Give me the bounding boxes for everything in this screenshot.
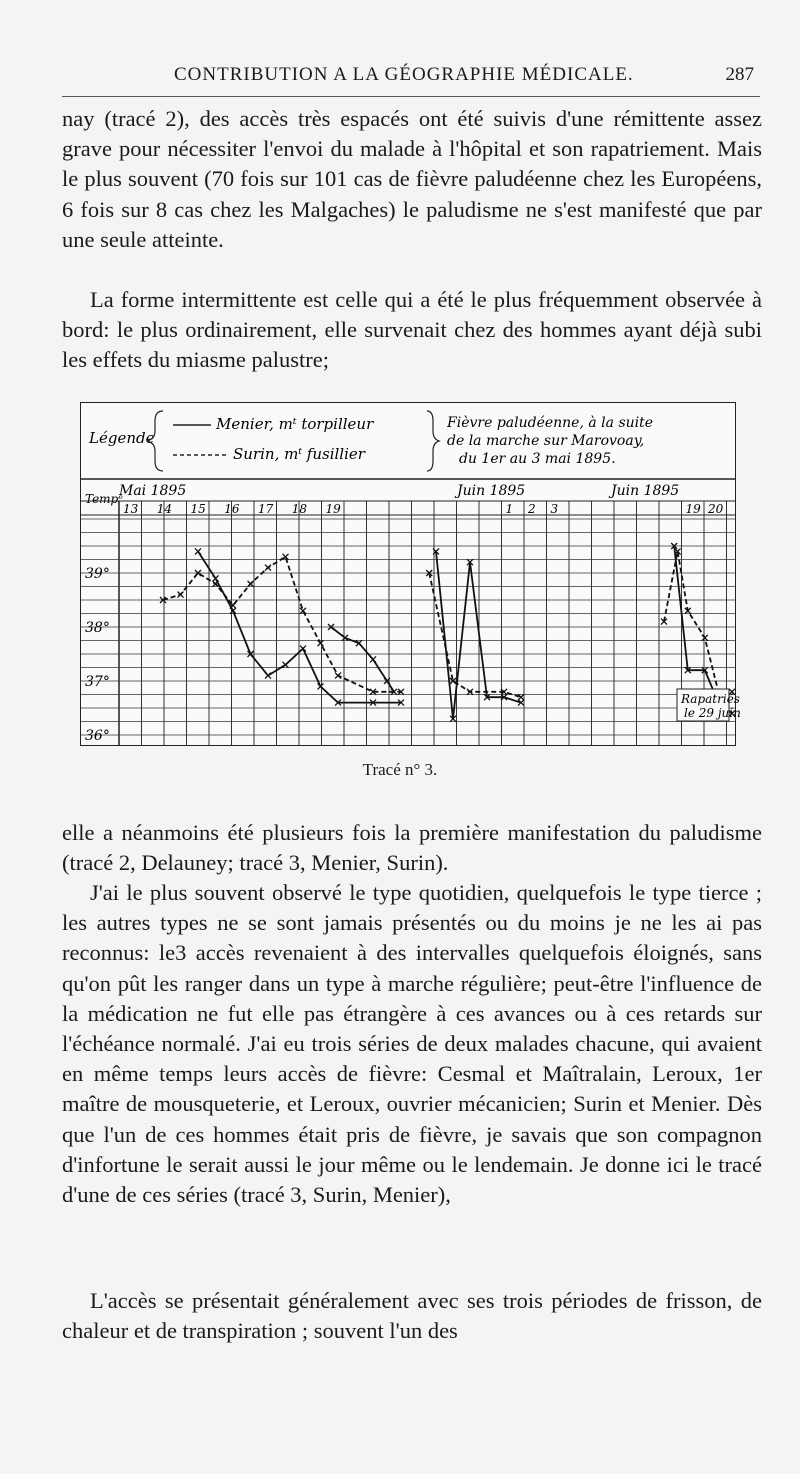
- data-point-menier: [265, 673, 271, 679]
- paragraph-4: J'ai le plus souvent observé le type quotidien, quelquefois le type tierce ; les autres types ne se sont jamais présentés ou du moins je ne les ai pas reconnus: le3 accès revenaient à des intervalles quelquefois éloignés, sans qu'on pût les ranger dans un type à marche régulière; peut-être l'influence de la médication ne fut elle pas étrangère à ces avances ou à ces retards sur l'échéance normalé. J'ai eu trois séries de deux malades chacune, qui avaient en même temps leurs accès de fièvre: Cesmal et Maîtralain, Leroux, 1er maître de mousqueterie, et Leroux, ouvrier mécanicien; Surin et Menier. Dès que l'un de ces hommes était pris de fièvre, je savais que son compagnon d'infortune le serait aussi le jour même ou le lendemain. Je donne ici le tracé d'une de ces séries (tracé 3, Surin, Menier),: [62, 880, 762, 1208]
- paragraph-5: L'accès se présentait généralement avec ses trois périodes de frisson, de chaleur et de transpiration ; souvent l'un des: [62, 1288, 762, 1344]
- legend-desc-3: du 1er au 3 mai 1895.: [459, 451, 616, 467]
- x-day-label: 15: [190, 502, 206, 516]
- data-point-menier: [283, 662, 289, 668]
- fever-chart-figure: [80, 402, 741, 746]
- y-tick-label: 39°: [85, 566, 110, 582]
- x-day-label: 2: [528, 502, 536, 516]
- data-point-menier: [213, 575, 219, 581]
- running-title: CONTRIBUTION A LA GÉOGRAPHIE MÉDICALE.: [174, 64, 634, 85]
- y-tick-label: 38°: [85, 620, 110, 636]
- x-day-label: 16: [224, 502, 240, 516]
- page-number: 287: [725, 64, 754, 85]
- repatriation-note-2: le 29 juin: [684, 706, 741, 720]
- paragraph-2: La forme intermittente est celle qui a été le plus fréquemment observée à bord: le plus ordinairement, elle survenait chez des hommes ayant déjà subi les effets du miasme palustre;: [62, 287, 762, 373]
- x-day-label: 19: [685, 502, 701, 516]
- x-day-label: 20: [708, 502, 724, 516]
- x-day-label: 19: [325, 502, 341, 516]
- series-line-menier: [331, 627, 394, 692]
- legend-desc-1: Fièvre paludéenne, à la suite: [447, 415, 654, 431]
- paragraph-3: elle a néanmoins été plusieurs fois la première manifestation du paludisme (tracé 2, Delauney; tracé 3, Menier, Surin).: [62, 820, 762, 876]
- series-line-surin: [163, 557, 401, 692]
- x-day-label: 3: [550, 502, 559, 516]
- temperature-chart: [81, 403, 741, 745]
- data-point-surin: [248, 581, 254, 587]
- x-day-label: 17: [258, 502, 274, 516]
- repatriation-note-1: Rapatriés: [681, 692, 740, 706]
- period-label-2: Juin 1895: [457, 483, 526, 499]
- data-point-surin: [300, 608, 306, 614]
- data-point-surin: [265, 565, 271, 571]
- data-point-menier: [195, 548, 201, 554]
- period-label-3: Juin 1895: [611, 483, 680, 499]
- y-tick-label: 36°: [85, 728, 110, 744]
- data-point-surin: [318, 640, 324, 646]
- legend-label: Légende: [89, 429, 155, 447]
- legend-menier: Menier, mᵗ torpilleur: [216, 415, 374, 433]
- paragraph-1: nay (tracé 2), des accès très espacés ont été suivis d'une rémittente assez grave pour nécessiter l'envoi du malade à l'hôpital et son rapatriement. Mais le plus souvent (70 fois sur 101 cas de fièvre paludéenne chez les Européens, 6 fois sur 8 cas chez les Malgaches) le paludisme ne s'est manifesté que par une seule atteinte.: [62, 106, 762, 252]
- legend-desc-2: de la marche sur Marovoay,: [447, 433, 645, 449]
- legend-surin: Surin, mᵗ fusillier: [233, 445, 365, 463]
- x-day-label: 1: [505, 502, 514, 516]
- temp-header: Tempᵉ: [85, 492, 123, 506]
- legend-brace-right: [427, 411, 439, 471]
- period-label-1: Mai 1895: [119, 483, 187, 499]
- data-point-surin: [702, 635, 708, 641]
- series-line-surin: [429, 573, 521, 697]
- y-tick-label: 37°: [85, 674, 110, 690]
- chart-grid: [81, 501, 735, 745]
- data-point-menier: [370, 656, 376, 662]
- x-day-label: 18: [291, 502, 308, 516]
- x-day-label: 13: [123, 502, 139, 516]
- page-header: [62, 62, 760, 97]
- figure-caption: Tracé n° 3.: [362, 760, 438, 779]
- x-day-label: 14: [156, 502, 173, 516]
- chart-series: [160, 543, 735, 722]
- series-line-menier: [674, 546, 732, 713]
